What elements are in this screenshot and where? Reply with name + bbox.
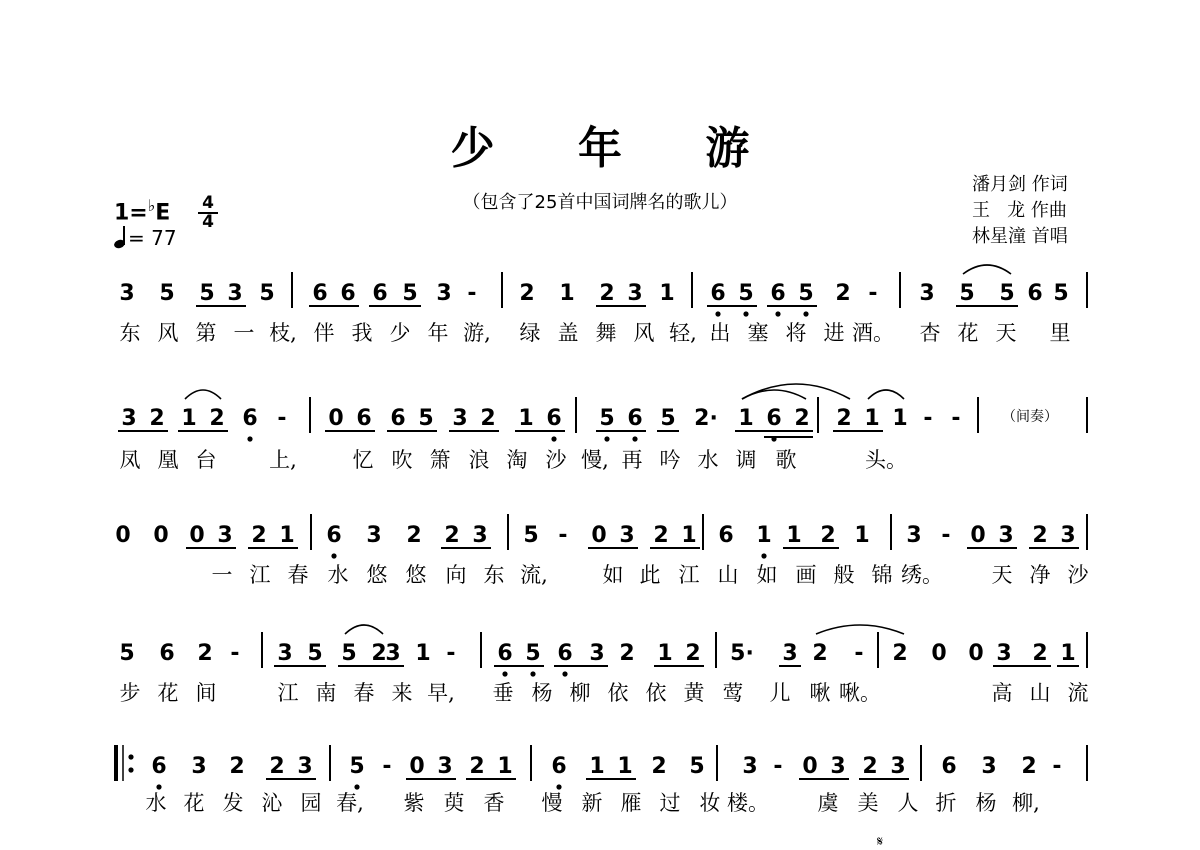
note: 1 (279, 523, 295, 548)
lyric-char: 浪 (468, 448, 490, 472)
note: 5· (730, 641, 754, 666)
lyric-char: 江 (277, 681, 299, 705)
lyric-char: 柳, (1012, 791, 1040, 815)
lyric-char: 依 (607, 681, 629, 705)
lyric-char: 花 (157, 681, 179, 705)
note: 3 (437, 754, 453, 779)
note: 1 (854, 523, 870, 548)
note: 2 (862, 754, 878, 779)
note: 6 (159, 641, 175, 666)
octave-dot (247, 436, 252, 441)
slur (185, 390, 221, 399)
note: 3 (227, 281, 243, 306)
note: - (382, 754, 392, 779)
lyric-char: 春, (336, 791, 364, 815)
repeat-dot (128, 754, 133, 759)
note: 6 (766, 406, 782, 431)
note: 2 (892, 641, 908, 666)
note: 3 (217, 523, 233, 548)
lyric-char: 天 (995, 321, 1017, 345)
note: 1 (559, 281, 575, 306)
note: 1 (657, 641, 673, 666)
note: 2 (685, 641, 701, 666)
note: 3 (472, 523, 488, 548)
lyric-char: 画 (795, 563, 817, 587)
lyric-char: 沙 (545, 448, 567, 472)
lyric-char: 啾。 (839, 681, 881, 705)
note: 2 (406, 523, 422, 548)
note: 5 (199, 281, 215, 306)
lyric-char: 绣。 (901, 563, 943, 587)
note: 2 (480, 406, 496, 431)
note: 0 (115, 523, 131, 548)
note: 2 (444, 523, 460, 548)
note: 5 (525, 641, 541, 666)
lyric-char: 一 (233, 321, 255, 345)
note: 5 (599, 406, 615, 431)
note: 3 (830, 754, 846, 779)
note: 6 (312, 281, 328, 306)
lyric-char: 塞 (747, 321, 769, 345)
note: 6 (497, 641, 513, 666)
lyric-char: 莺 (722, 681, 744, 705)
lyric-char: 慢, (581, 448, 609, 472)
lyric-char: 淘 (506, 448, 528, 472)
note: 0 (189, 523, 205, 548)
note: - (277, 406, 287, 431)
singer-credit: 林星潼 首唱 (972, 226, 1068, 247)
lyric-char: 少 (389, 321, 411, 345)
note: 0 (970, 523, 986, 548)
note: 5 (418, 406, 434, 431)
note: 2 (149, 406, 165, 431)
lyric-char: 悠 (366, 563, 388, 587)
note: 5 (349, 754, 365, 779)
note: 0 (328, 406, 344, 431)
lyric-char: 如 (756, 563, 778, 587)
flat-sign: ♭ (147, 196, 156, 215)
slur-long (742, 384, 850, 399)
note: 2 (836, 406, 852, 431)
lyric-char: 吹 (391, 448, 413, 472)
lyric-char: 新 (581, 791, 603, 815)
lyric-char: 南 (315, 681, 337, 705)
composer-credit: 王 龙 作曲 (972, 200, 1067, 221)
note: 3 (981, 754, 997, 779)
note: 6 (390, 406, 406, 431)
lyric-char: 杨 (531, 681, 553, 705)
slur (816, 625, 904, 634)
lyric-char: 杏 (919, 321, 941, 345)
lyric-char: 儿 (769, 681, 791, 705)
lyric-char: 第 (195, 321, 217, 345)
note: 1 (589, 754, 605, 779)
note: 2 (651, 754, 667, 779)
slur (345, 625, 383, 634)
note: 2 (1032, 641, 1048, 666)
note: 3 (297, 754, 313, 779)
lyric-char: 般 (833, 563, 855, 587)
lyricist-credit: 潘月剑 作词 (972, 174, 1068, 195)
repeat-dot (128, 767, 133, 772)
lyric-char: 过 (659, 791, 681, 815)
lyric-char: 花 (957, 321, 979, 345)
lyric-char: 沁 (261, 791, 283, 815)
note: 2 (209, 406, 225, 431)
lyric-char: 台 (195, 448, 217, 472)
note: 3 (996, 641, 1012, 666)
lyric-char: 妆 (699, 791, 721, 815)
note: 1 (659, 281, 675, 306)
note: 2 (269, 754, 285, 779)
lyric-char: 忆 (352, 448, 374, 472)
lyric-char: 如 (602, 563, 624, 587)
octave-dot (530, 671, 535, 676)
lyric-char: 虞 (817, 791, 839, 815)
time-signature-bottom: 4 (202, 212, 214, 232)
lyric-char: 园 (300, 791, 322, 815)
note: 1 (738, 406, 754, 431)
note: 1 (415, 641, 431, 666)
note: 5 (738, 281, 754, 306)
lyric-char: 发 (222, 791, 244, 815)
lyric-char: 游, (463, 321, 491, 345)
note: 3 (890, 754, 906, 779)
note: 2 (229, 754, 245, 779)
octave-dot (604, 436, 609, 441)
lyric-char: 我 (351, 321, 373, 345)
lyric-char: 里 (1049, 321, 1071, 345)
note: 3 (906, 523, 922, 548)
note: 5 (660, 406, 676, 431)
note: 3 (366, 523, 382, 548)
lyric-char: 步 (119, 681, 141, 705)
note: 2 (371, 641, 387, 666)
note: 1 (786, 523, 802, 548)
lyric-char: 上, (269, 448, 297, 472)
note: - (1052, 754, 1062, 779)
note: 5 (159, 281, 175, 306)
note: - (951, 406, 961, 431)
lyric-char: 凤 (119, 448, 141, 472)
lyric-char: 绿 (519, 321, 541, 345)
lyric-char: 酒。 (852, 321, 894, 345)
note: 5 (259, 281, 275, 306)
note: 5 (999, 281, 1015, 306)
lyric-char: 一 (211, 563, 233, 587)
note: 2 (619, 641, 635, 666)
lyric-char: 枝, (269, 321, 297, 345)
note: 2 (599, 281, 615, 306)
lyric-char: 吟 (659, 448, 681, 472)
octave-dot (502, 671, 507, 676)
lyric-char: 春 (287, 563, 309, 587)
lyric-char: 天 (991, 563, 1013, 587)
lyric-char: 依 (645, 681, 667, 705)
octave-dot (551, 436, 556, 441)
note: 3 (452, 406, 468, 431)
octave-dot (743, 311, 748, 316)
note: 6 (326, 523, 342, 548)
lyric-char: 箫 (429, 448, 451, 472)
note: 5 (341, 641, 357, 666)
octave-dot (354, 784, 359, 789)
note: - (773, 754, 783, 779)
lyric-char: 伴 (313, 321, 335, 345)
note: 3 (782, 641, 798, 666)
note: 6 (242, 406, 258, 431)
lyric-char: 再 (621, 448, 643, 472)
octave-dot (715, 311, 720, 316)
note: 5 (402, 281, 418, 306)
lyric-char: 江 (249, 563, 271, 587)
lyric-char: 楼。 (727, 791, 769, 815)
lyric-char: 流, (520, 563, 548, 587)
lyric-char: 盖 (557, 321, 579, 345)
lyric-char: 风 (157, 321, 179, 345)
note: 0 (591, 523, 607, 548)
octave-dot (761, 553, 766, 558)
note: 1 (497, 754, 513, 779)
note: - (941, 523, 951, 548)
note: 3 (277, 641, 293, 666)
lyric-char: 凰 (157, 448, 179, 472)
note: 6 (340, 281, 356, 306)
lyric-char: 将 (785, 321, 807, 345)
lyric-char: 年 (427, 321, 449, 345)
lyric-char: 流 (1067, 681, 1089, 705)
lyric-char: 舞 (595, 321, 617, 345)
note: 0 (931, 641, 947, 666)
slur (868, 390, 904, 399)
time-signature-top: 4 (202, 193, 214, 213)
lyric-char: 进 (823, 321, 845, 345)
note: 2 (812, 641, 828, 666)
song-subtitle: （包含了25首中国词牌名的歌儿） (462, 192, 738, 213)
lyric-char: 香 (483, 791, 505, 815)
lyric-char: 慢 (541, 791, 563, 815)
lyric-char: 人 (897, 791, 919, 815)
song-title: 少 年 游 (450, 123, 784, 174)
lyric-char: 间 (195, 681, 217, 705)
note: 2 (653, 523, 669, 548)
key-prefix: 1= (114, 200, 148, 226)
note: 1 (1060, 641, 1076, 666)
lyric-char: 向 (445, 563, 467, 587)
note: 2 (820, 523, 836, 548)
octave-dot (803, 311, 808, 316)
lyric-char: 折 (935, 791, 957, 815)
note: 1 (518, 406, 534, 431)
segno-sign: 𝄋 (876, 834, 884, 850)
lyric-char: 山 (1029, 681, 1051, 705)
lyric-char: 早, (427, 681, 455, 705)
lyric-char: 江 (678, 563, 700, 587)
octave-dot (775, 311, 780, 316)
note: 2 (835, 281, 851, 306)
lyric-char: 锦 (871, 563, 893, 587)
lyric-char: 沙 (1067, 563, 1089, 587)
note: 3 (121, 406, 137, 431)
octave-dot (156, 784, 161, 789)
note: 5 (959, 281, 975, 306)
lyric-char: 柳 (569, 681, 591, 705)
key-note: E (155, 200, 171, 226)
note: 1 (617, 754, 633, 779)
note: 1 (181, 406, 197, 431)
note: 3 (436, 281, 452, 306)
lyric-char: 山 (717, 563, 739, 587)
note: - (558, 523, 568, 548)
note: 5 (523, 523, 539, 548)
lyric-char: 黄 (683, 681, 705, 705)
note: 6 (770, 281, 786, 306)
note: - (854, 641, 864, 666)
note: 6 (151, 754, 167, 779)
tempo-value: = 77 (128, 226, 177, 250)
lyric-char: 垂 (492, 681, 514, 705)
note: 2 (1032, 523, 1048, 548)
note: 5 (798, 281, 814, 306)
note: 2 (469, 754, 485, 779)
octave-dot (632, 436, 637, 441)
lyric-char: 东 (119, 321, 141, 345)
lyric-char: 高 (991, 681, 1013, 705)
note: - (446, 641, 456, 666)
note: 5 (689, 754, 705, 779)
note: - (868, 281, 878, 306)
note: 6 (546, 406, 562, 431)
lyric-char: 出 (709, 321, 731, 345)
note: 3 (619, 523, 635, 548)
note: 6 (551, 754, 567, 779)
lyric-char: 净 (1029, 563, 1051, 587)
note: 6 (557, 641, 573, 666)
lyric-char: 头。 (865, 448, 907, 472)
note: 0 (153, 523, 169, 548)
lyric-char: 雁 (620, 791, 642, 815)
note: - (230, 641, 240, 666)
lyric-char: 花 (183, 791, 205, 815)
note: 0 (802, 754, 818, 779)
note: 6 (372, 281, 388, 306)
lyric-char: 水 (327, 563, 349, 587)
note: 6 (627, 406, 643, 431)
note: 3 (998, 523, 1014, 548)
note: 2 (251, 523, 267, 548)
slur (963, 265, 1011, 274)
note: 6 (710, 281, 726, 306)
octave-dot (331, 553, 336, 558)
note: - (467, 281, 477, 306)
lyric-char: 春 (353, 681, 375, 705)
note: 5 (119, 641, 135, 666)
lyric-char: 风 (633, 321, 655, 345)
lyric-char: 美 (857, 791, 879, 815)
note: 3 (119, 281, 135, 306)
note: 2 (197, 641, 213, 666)
octave-dot (562, 671, 567, 676)
lyric-char: 此 (639, 563, 661, 587)
note: 5 (307, 641, 323, 666)
interlude-label: （间奏） (1002, 409, 1058, 425)
note: 1 (756, 523, 772, 548)
lyric-char: 悠 (405, 563, 427, 587)
note: 2 (1021, 754, 1037, 779)
note: 6 (941, 754, 957, 779)
note: 6 (356, 406, 372, 431)
note: 2 (519, 281, 535, 306)
note: 5 (1053, 281, 1069, 306)
note: 6 (1027, 281, 1043, 306)
note: 1 (681, 523, 697, 548)
note: 0 (409, 754, 425, 779)
note: 2 (794, 406, 810, 431)
note: 3 (742, 754, 758, 779)
note: 6 (718, 523, 734, 548)
note: 3 (1060, 523, 1076, 548)
lyric-char: 东 (483, 563, 505, 587)
note: 3 (919, 281, 935, 306)
note: 3 (589, 641, 605, 666)
lyric-char: 啾 (809, 681, 831, 705)
lyric-char: 轻, (669, 321, 697, 345)
note: 3 (385, 641, 401, 666)
note: 3 (627, 281, 643, 306)
lyric-char: 杨 (975, 791, 997, 815)
lyric-char: 来 (391, 681, 413, 705)
octave-dot (556, 784, 561, 789)
lyric-char: 歌 (775, 448, 797, 472)
lyric-char: 紫 (403, 791, 425, 815)
lyric-char: 水 (697, 448, 719, 472)
lyric-char: 萸 (443, 791, 465, 815)
lyric-char: 水 (145, 791, 167, 815)
note: 1 (892, 406, 908, 431)
lyric-char: 调 (735, 448, 757, 472)
note: - (923, 406, 933, 431)
note: 1 (864, 406, 880, 431)
note: 2· (694, 406, 718, 431)
note: 3 (191, 754, 207, 779)
note: 0 (968, 641, 984, 666)
